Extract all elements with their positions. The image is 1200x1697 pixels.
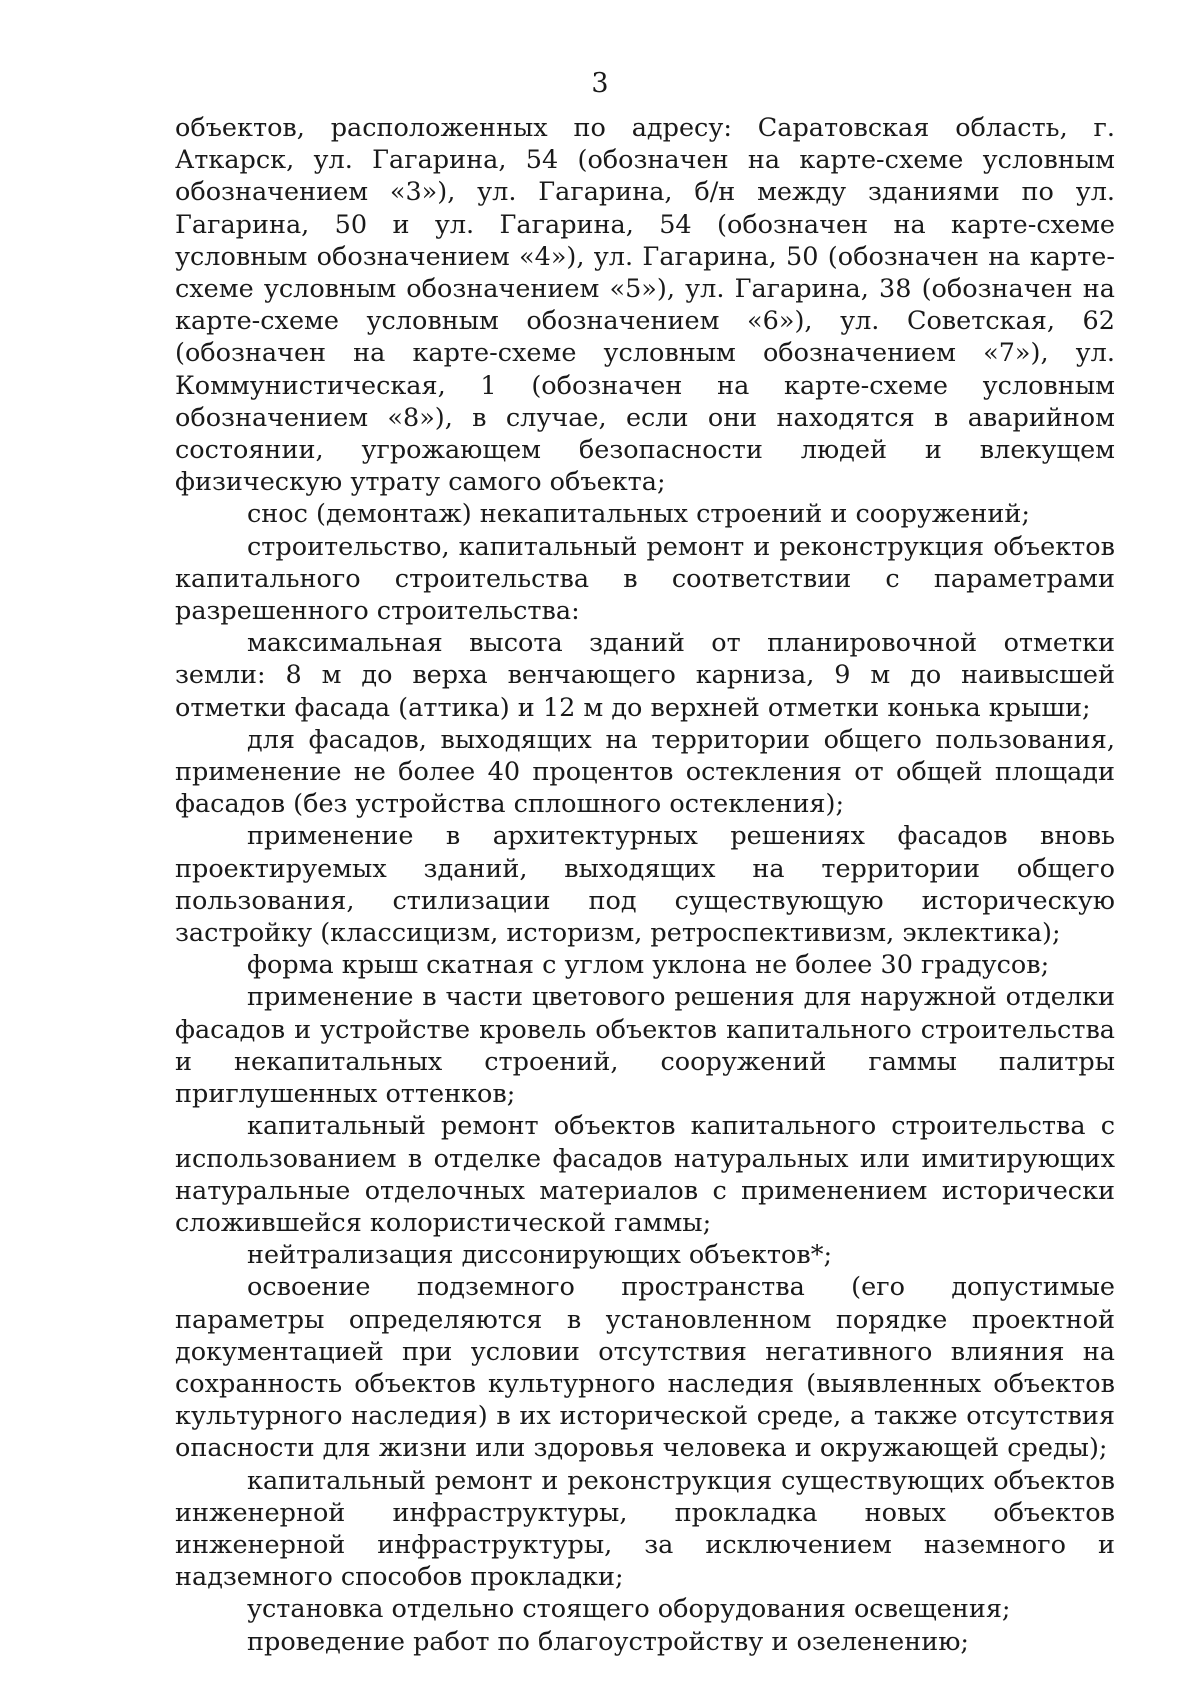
paragraph-dissonant-objects: нейтрализация диссонирующих объектов*;	[247, 1240, 833, 1271]
paragraph-glazing: для фасадов, выходящих на территории общего пользования, применение не более 40 процентов остекления от общей площади фасадов (без устройства сплошного остекления);	[175, 724, 1115, 820]
page-number: 3	[591, 68, 609, 99]
paragraph-demolition: снос (демонтаж) некапитальных строений и сооружений;	[247, 499, 1030, 530]
paragraph-color-scheme: применение в части цветового решения для наружной отделки фасадов и устройстве кровель объектов капитального строительства и некапитальных строений, сооружений гаммы палитры приглушенных оттенков;	[175, 982, 1115, 1110]
paragraph-address-list: объектов, расположенных по адресу: Саратовская область, г. Аткарск, ул. Гагарина, 54 (обозначен на карте-схеме условным обозначением «3»), ул. Гагарина, б/н между зданиями по ул. Гагарина, 50 и ул. Гагарина, 54 (обозначен на карте-схеме условным обозначением «4»), ул. Гагарина, 50 (обозначен на карте-схеме условным обозначением «5»), ул. Гагарина, 38 (обозначен на карте-схеме условным обозначением «6»), ул. Советская, 62 (обозначен на карте-схеме условным обозначением «7»), ул. Коммунистическая, 1 (обозначен на карте-схеме условным обозначением «8»), в случае, если они находятся в аварийном состоянии, угрожающем безопасности людей и влекущем физическую утрату самого объекта;	[175, 113, 1115, 498]
paragraph-roof-shape: форма крыш скатная с углом уклона не более 30 градусов;	[247, 950, 1050, 981]
paragraph-facade-materials: капитальный ремонт объектов капитального строительства с использованием в отделке фасадов натуральных или имитирующих натуральные отделочных материалов с применением исторически сложившейся колористической гаммы;	[175, 1111, 1115, 1238]
paragraph-underground-space: освоение подземного пространства (его допустимые параметры определяются в установленном порядке проектной документацией при условии отсутствия негативного влияния на сохранность объектов культурного наследия (выявленных объектов культурного наследия) в их исторической среде, а также отсутствия опасности для жизни или здоровья человека и окружающей среды);	[175, 1272, 1115, 1464]
paragraph-max-height: максимальная высота зданий от планировочной отметки земли: 8 м до верха венчающего карниза, 9 м до наивысшей отметки фасада (аттика) и 12 м до верхней отметки конька крыши;	[175, 628, 1115, 723]
paragraph-infrastructure: капитальный ремонт и реконструкция существующих объектов инженерной инфраструктуры, прокладка новых объектов инженерной инфраструктуры, за исключением наземного и надземного способов прокладки;	[175, 1465, 1115, 1593]
document-body	[175, 112, 1115, 1658]
paragraph-architectural-style: применение в архитектурных решениях фасадов вновь проектируемых зданий, выходящих на территории общего пользования, стилизации под существующую историческую застройку (классицизм, историзм, ретроспективизм, эклектика);	[175, 821, 1115, 949]
paragraph-landscaping: проведение работ по благоустройству и озеленению;	[247, 1626, 969, 1657]
paragraph-construction-params: строительство, капитальный ремонт и реконструкция объектов капитального строительства в соответствии с параметрами разрешенного строительства:	[175, 531, 1115, 627]
paragraph-lighting: установка отдельно стоящего оборудования освещения;	[247, 1594, 1011, 1625]
